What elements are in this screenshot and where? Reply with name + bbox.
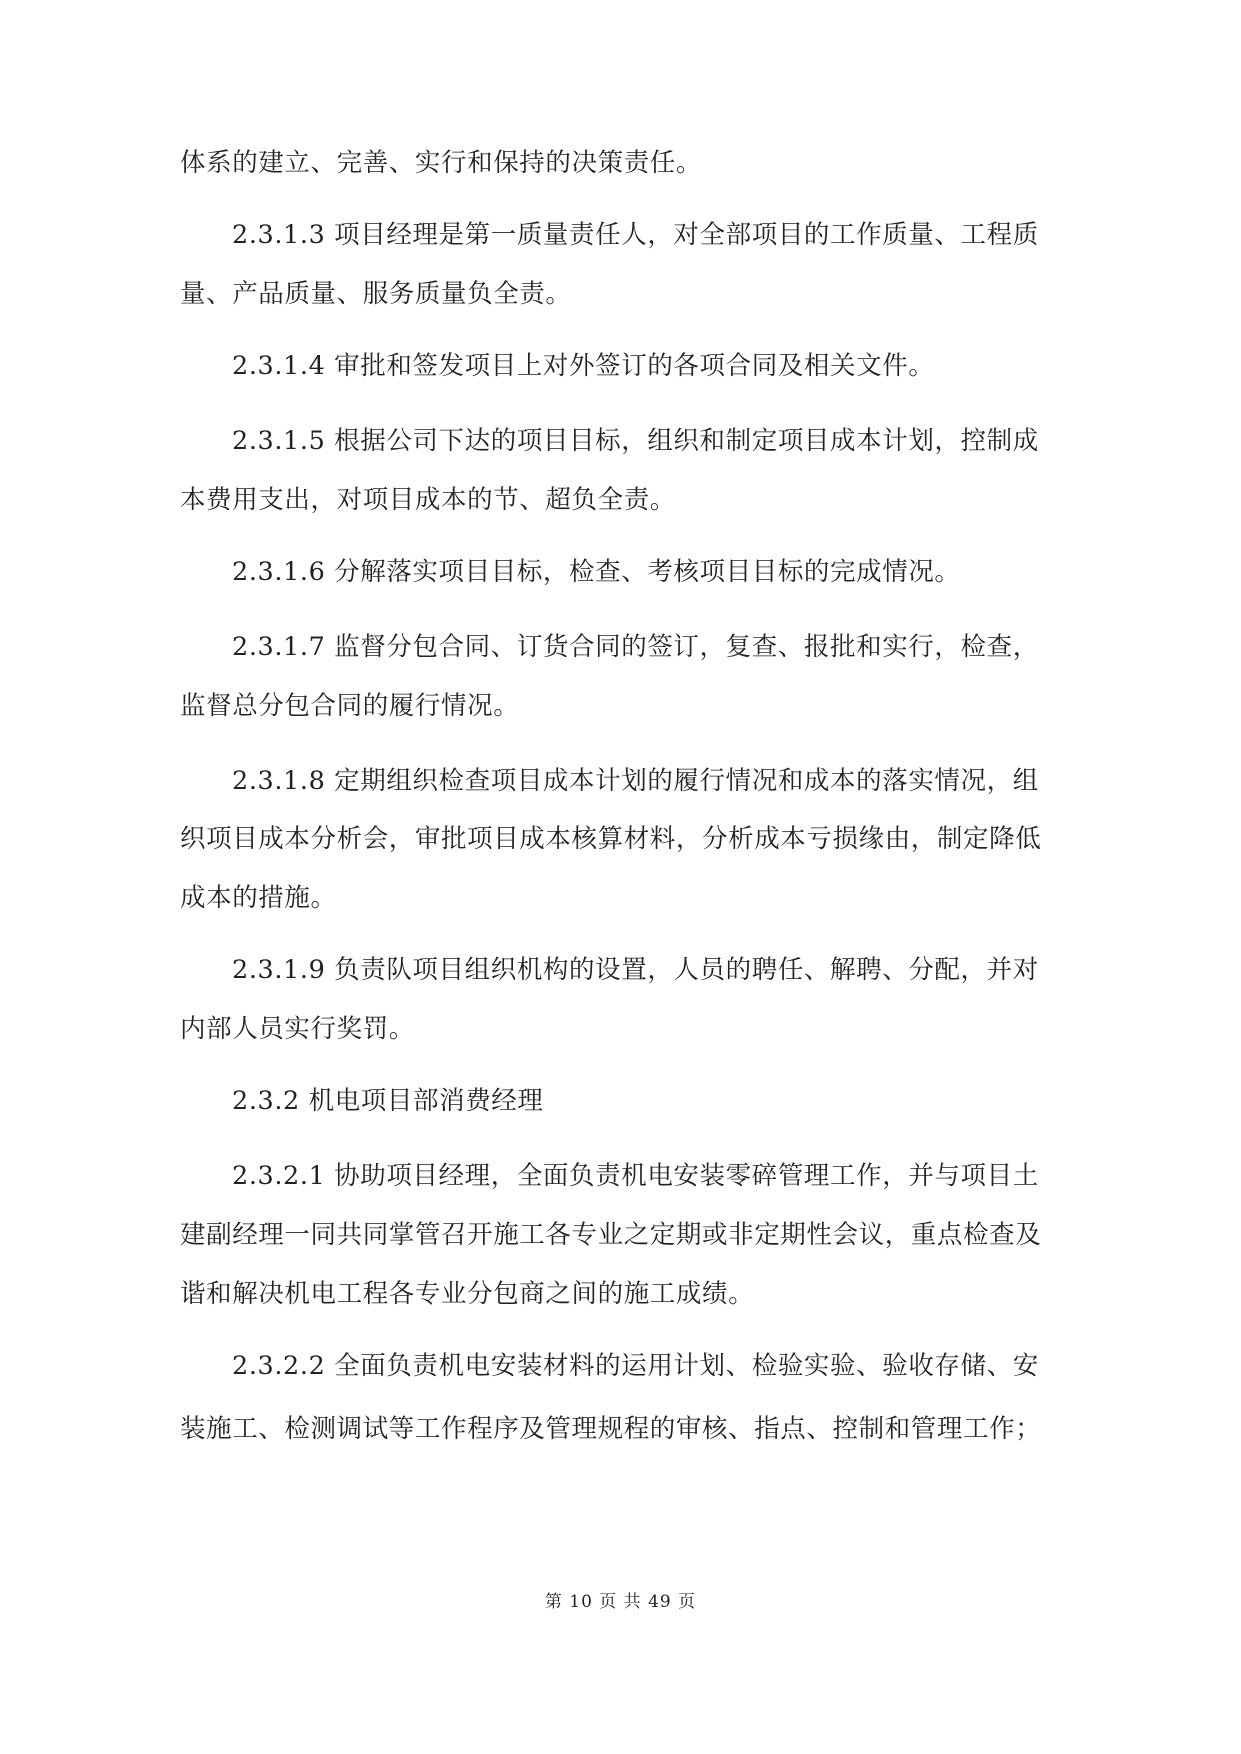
text-line: 体系的建立、完善、实行和保持的决策责任。 <box>180 148 703 178</box>
text-line: 本费用支出，对项目成本的节、超负全责。 <box>180 485 676 515</box>
section-heading: 2.3.2 机电项目部消费经理 <box>232 1086 544 1116</box>
text-line: 2.3.1.9 负责队项目组织机构的设置，人员的聘任、解聘、分配，并对 <box>232 955 1039 985</box>
text-line: 2.3.1.4 审批和签发项目上对外签订的各项合同及相关文件。 <box>232 351 935 381</box>
text-line: 2.3.2.1 协助项目经理，全面负责机电安装零碎管理工作，并与项目土 <box>232 1161 1039 1191</box>
page-number-footer: 第 10 页 共 49 页 <box>544 1592 697 1612</box>
text-line: 谐和解决机电工程各专业分包商之间的施工成绩。 <box>180 1279 755 1309</box>
text-line: 2.3.1.7 监督分包合同、订货合同的签订，复查、报批和实行，检查， <box>232 632 1039 662</box>
text-line: 内部人员实行奖罚。 <box>180 1014 415 1044</box>
text-line: 织项目成本分析会，审批项目成本核算材料，分析成本亏损缘由，制定降低 <box>180 824 1042 854</box>
text-line: 量、产品质量、服务质量负全责。 <box>180 279 572 309</box>
text-line: 2.3.2.2 全面负责机电安装材料的运用计划、检验实验、验收存储、安 <box>232 1351 1039 1381</box>
text-line: 2.3.1.6 分解落实项目目标，检查、考核项目目标的完成情况。 <box>232 557 961 587</box>
text-line: 成本的措施。 <box>180 883 337 913</box>
text-line: 2.3.1.8 定期组织检查项目成本计划的履行情况和成本的落实情况，组 <box>232 766 1039 796</box>
text-line: 装施工、检测调试等工作程序及管理规程的审核、指点、控制和管理工作； <box>180 1414 1042 1444</box>
text-line: 2.3.1.3 项目经理是第一质量责任人，对全部项目的工作质量、工程质 <box>232 220 1039 250</box>
text-line: 2.3.1.5 根据公司下达的项目目标，组织和制定项目成本计划，控制成 <box>232 426 1039 456</box>
text-line: 建副经理一同共同掌管召开施工各专业之定期或非定期性会议，重点检查及 <box>180 1220 1042 1250</box>
text-line: 监督总分包合同的履行情况。 <box>180 691 520 721</box>
